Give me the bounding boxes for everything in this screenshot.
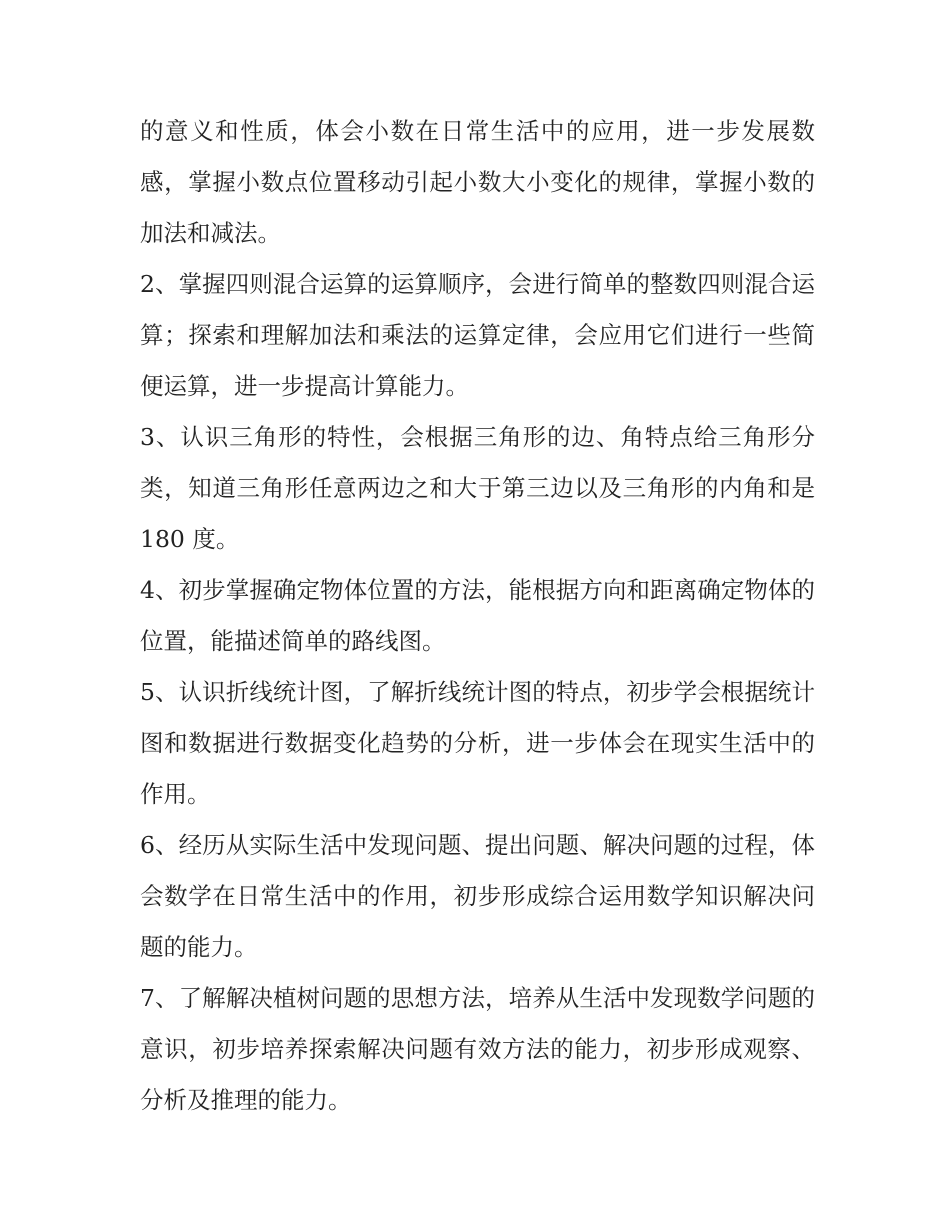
paragraph-continuation: 的意义和性质，体会小数在日常生活中的应用，进一步发展数感，掌握小数点位置移动引起小数大小变化的规律，掌握小数的加法和减法。	[140, 117, 815, 247]
paragraph-item-6: 6、经历从实际生活中发现问题、提出问题、解决问题的过程，体会数学在日常生活中的作用，初步形成综合运用数学知识解决问题的能力。	[140, 831, 815, 961]
paragraph-item-3: 3、认识三角形的特性，会根据三角形的边、角特点给三角形分类，知道三角形任意两边之和大于第三边以及三角形的内角和是 180 度。	[140, 423, 815, 553]
paragraph-item-2: 2、掌握四则混合运算的运算顺序，会进行简单的整数四则混合运算；探索和理解加法和乘法的运算定律，会应用它们进行一些简便运算，进一步提高计算能力。	[140, 270, 815, 400]
paragraph-item-5: 5、认识折线统计图，了解折线统计图的特点，初步学会根据统计图和数据进行数据变化趋势的分析，进一步体会在现实生活中的作用。	[140, 678, 815, 808]
paragraph-item-4: 4、初步掌握确定物体位置的方法，能根据方向和距离确定物体的位置，能描述简单的路线图。	[140, 576, 815, 655]
paragraph-item-7: 7、了解解决植树问题的思想方法，培养从生活中发现数学问题的意识，初步培养探索解决问题有效方法的能力，初步形成观察、分析及推理的能力。	[140, 984, 815, 1114]
document-body	[140, 106, 815, 1126]
